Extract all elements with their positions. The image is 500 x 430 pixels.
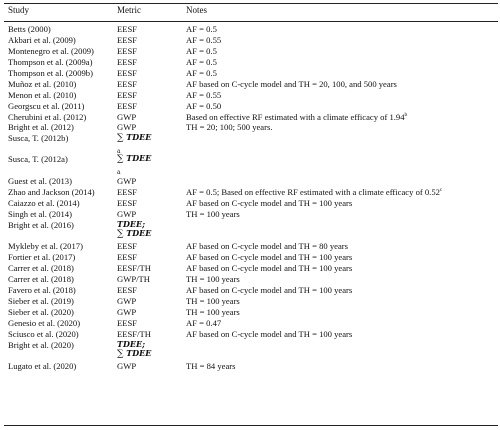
table-row (0, 307, 500, 318)
cell-study: Genesio et al. (2020) (8, 317, 81, 328)
table-row (0, 35, 500, 46)
table-row (0, 122, 500, 133)
cell-notes: AF based on C-cycle model and TH = 100 years (186, 252, 353, 263)
table-row (0, 112, 500, 123)
cell-study: Lugato et al. (2020) (8, 360, 77, 371)
cell-study: Singh et al. (2014) (8, 209, 72, 220)
table-row (0, 285, 500, 296)
tdee-term: TDEE; (117, 338, 146, 349)
cell-study: Mykleby et al. (2017) (8, 241, 83, 252)
table-row (0, 241, 500, 252)
table-row (0, 296, 500, 307)
cell-notes: AF based on C-cycle model and TH = 100 years (186, 263, 353, 273)
cell-study: Bright et al. (2016) (8, 220, 74, 231)
cell-metric-formula (117, 153, 152, 177)
cell-notes: AF based on C-cycle model and TH = 100 years (186, 328, 353, 339)
cell-metric: EESF (117, 24, 138, 34)
cell-study: Muñoz et al. (2010) (8, 78, 77, 89)
table-row (0, 318, 500, 329)
table-row (0, 274, 500, 285)
cell-study: Fortier et al. (2017) (8, 252, 76, 263)
table-row (0, 154, 500, 176)
table-top-rule (4, 3, 498, 4)
footnote-marker: b (404, 111, 408, 118)
cell-metric: EESF (117, 45, 138, 56)
cell-metric: GWP (117, 360, 137, 371)
cell-notes: AF = 0.5 (186, 24, 217, 34)
table-row (0, 68, 500, 79)
tdee-term: TDEE (126, 347, 152, 358)
cell-notes: TH = 100 years (186, 209, 240, 220)
table-row (0, 252, 500, 263)
table-header-row (0, 5, 500, 20)
table-row (0, 329, 500, 340)
cell-study: Bright et al. (2012) (8, 122, 74, 133)
header-notes: Notes (186, 5, 207, 15)
table-row (0, 101, 500, 112)
cell-notes: TH = 100 years (186, 273, 240, 284)
notes-text: Based on effective RF estimated with a climate efficacy of 1.94 (186, 111, 405, 122)
sum-symbol: ∑ (117, 348, 124, 359)
cell-metric: GWP (117, 111, 137, 122)
cell-study: Favero et al. (2018) (8, 284, 76, 295)
table-header-rule (4, 21, 498, 22)
table-bottom-rule (4, 425, 498, 426)
cell-metric: EESF (117, 34, 138, 45)
cell-notes: AF based on C-cycle model and TH = 80 years (186, 241, 348, 252)
table-row (0, 57, 500, 68)
cell-metric: EESF (117, 284, 138, 295)
cell-study: Menon et al. (2010) (8, 89, 77, 100)
cell-notes (186, 187, 442, 198)
cell-study: Betts (2000) (8, 24, 51, 34)
cell-metric: EESF/TH (117, 263, 151, 273)
cell-notes: AF = 0.47 (186, 317, 222, 328)
tdee-term: TDEE (126, 153, 152, 164)
cell-metric: EESF (117, 187, 138, 198)
cell-study: Thompson et al. (2009b) (8, 67, 93, 78)
cell-study: Georgscu et al. (2011) (8, 100, 85, 111)
cell-notes: AF = 0.5 (186, 56, 217, 67)
cell-study: Thompson et al. (2009a) (8, 56, 93, 67)
cell-metric-formula (117, 132, 152, 156)
tdee-term: TDEE (126, 132, 152, 143)
cell-metric: GWP (117, 176, 137, 187)
cell-metric: EESF (117, 317, 138, 328)
cell-study: Zhao and Jackson (2014) (8, 187, 95, 198)
table-row (0, 90, 500, 101)
table-row (0, 24, 500, 35)
sum-symbol: ∑ (117, 229, 124, 240)
header-study: Study (8, 5, 30, 15)
sum-subscript: a (117, 169, 121, 177)
cell-study: Susca, T. (2012a) (8, 154, 68, 165)
table-body (0, 24, 500, 372)
cell-metric: GWP (117, 122, 137, 133)
cell-metric: EESF (117, 100, 138, 111)
cell-notes: AF based on C-cycle model and TH = 20, 100, and 500 years (186, 78, 397, 89)
cell-notes: AF = 0.55 (186, 34, 222, 45)
cell-notes: AF = 0.50 (186, 100, 222, 111)
cell-study: Susca, T. (2012b) (8, 133, 69, 144)
cell-study: Caiazzo et al. (2014) (8, 198, 80, 209)
cell-metric: GWP (117, 306, 137, 317)
cell-notes: TH = 20; 100; 500 years. (186, 122, 273, 133)
cell-metric: GWP (117, 295, 137, 306)
table-row (0, 79, 500, 90)
cell-notes (186, 112, 407, 123)
cell-metric-formula (117, 340, 151, 359)
tdee-term: TDEE; (117, 219, 146, 230)
cell-notes: TH = 100 years (186, 295, 240, 306)
cell-notes: AF = 0.5 (186, 45, 217, 56)
table-row (0, 220, 500, 241)
cell-metric: EESF (117, 198, 138, 209)
cell-notes: TH = 84 years (186, 360, 236, 371)
cell-study: Carrer et al. (2018) (8, 263, 74, 273)
cell-study: Cherubini et al. (2012) (8, 111, 87, 122)
table-row (0, 263, 500, 274)
cell-metric: EESF (117, 241, 138, 252)
cell-metric: GWP/TH (117, 273, 150, 284)
cell-metric: GWP (117, 209, 137, 220)
cell-study: Akbari et al. (2009) (8, 34, 76, 45)
cell-metric: EESF (117, 78, 138, 89)
table-row (0, 46, 500, 57)
cell-study: Sieber et al. (2020) (8, 306, 74, 317)
cell-notes: AF based on C-cycle model and TH = 100 years (186, 284, 353, 295)
table-row (0, 133, 500, 154)
table-row (0, 198, 500, 209)
cell-study: Sciusco et al. (2020) (8, 328, 79, 339)
cell-study: Montenegro et al. (2009) (8, 45, 94, 56)
cell-study: Sieber et al. (2019) (8, 295, 74, 306)
table-row (0, 361, 500, 372)
cell-study: Guest et al. (2013) (8, 176, 72, 187)
table-row (0, 176, 500, 187)
sum-symbol: ∑ (117, 154, 124, 165)
tdee-term: TDEE (126, 228, 152, 239)
footnote-marker: c (439, 187, 443, 194)
cell-notes: AF = 0.55 (186, 89, 222, 100)
cell-notes: AF = 0.5 (186, 67, 217, 78)
cell-notes: TH = 100 years (186, 306, 240, 317)
cell-metric: EESF/TH (117, 328, 151, 339)
cell-metric: EESF (117, 56, 138, 67)
notes-text: AF = 0.5; Based on effective RF estimated with a climate efficacy of 0.52 (186, 187, 440, 198)
cell-study: Carrer et al. (2018) (8, 273, 74, 284)
table-row (0, 187, 500, 198)
cell-study: Bright et al. (2020) (8, 339, 74, 350)
sum-symbol: ∑ (117, 133, 124, 144)
table-row (0, 340, 500, 361)
cell-metric-formula (117, 220, 151, 239)
cell-metric: EESF (117, 89, 138, 100)
cell-notes: AF based on C-cycle model and TH = 100 years (186, 198, 353, 209)
table-row (0, 209, 500, 220)
cell-metric: EESF (117, 67, 138, 78)
sum-subscript: a (117, 148, 121, 156)
header-metric: Metric (117, 5, 141, 15)
cell-metric: EESF (117, 252, 138, 263)
